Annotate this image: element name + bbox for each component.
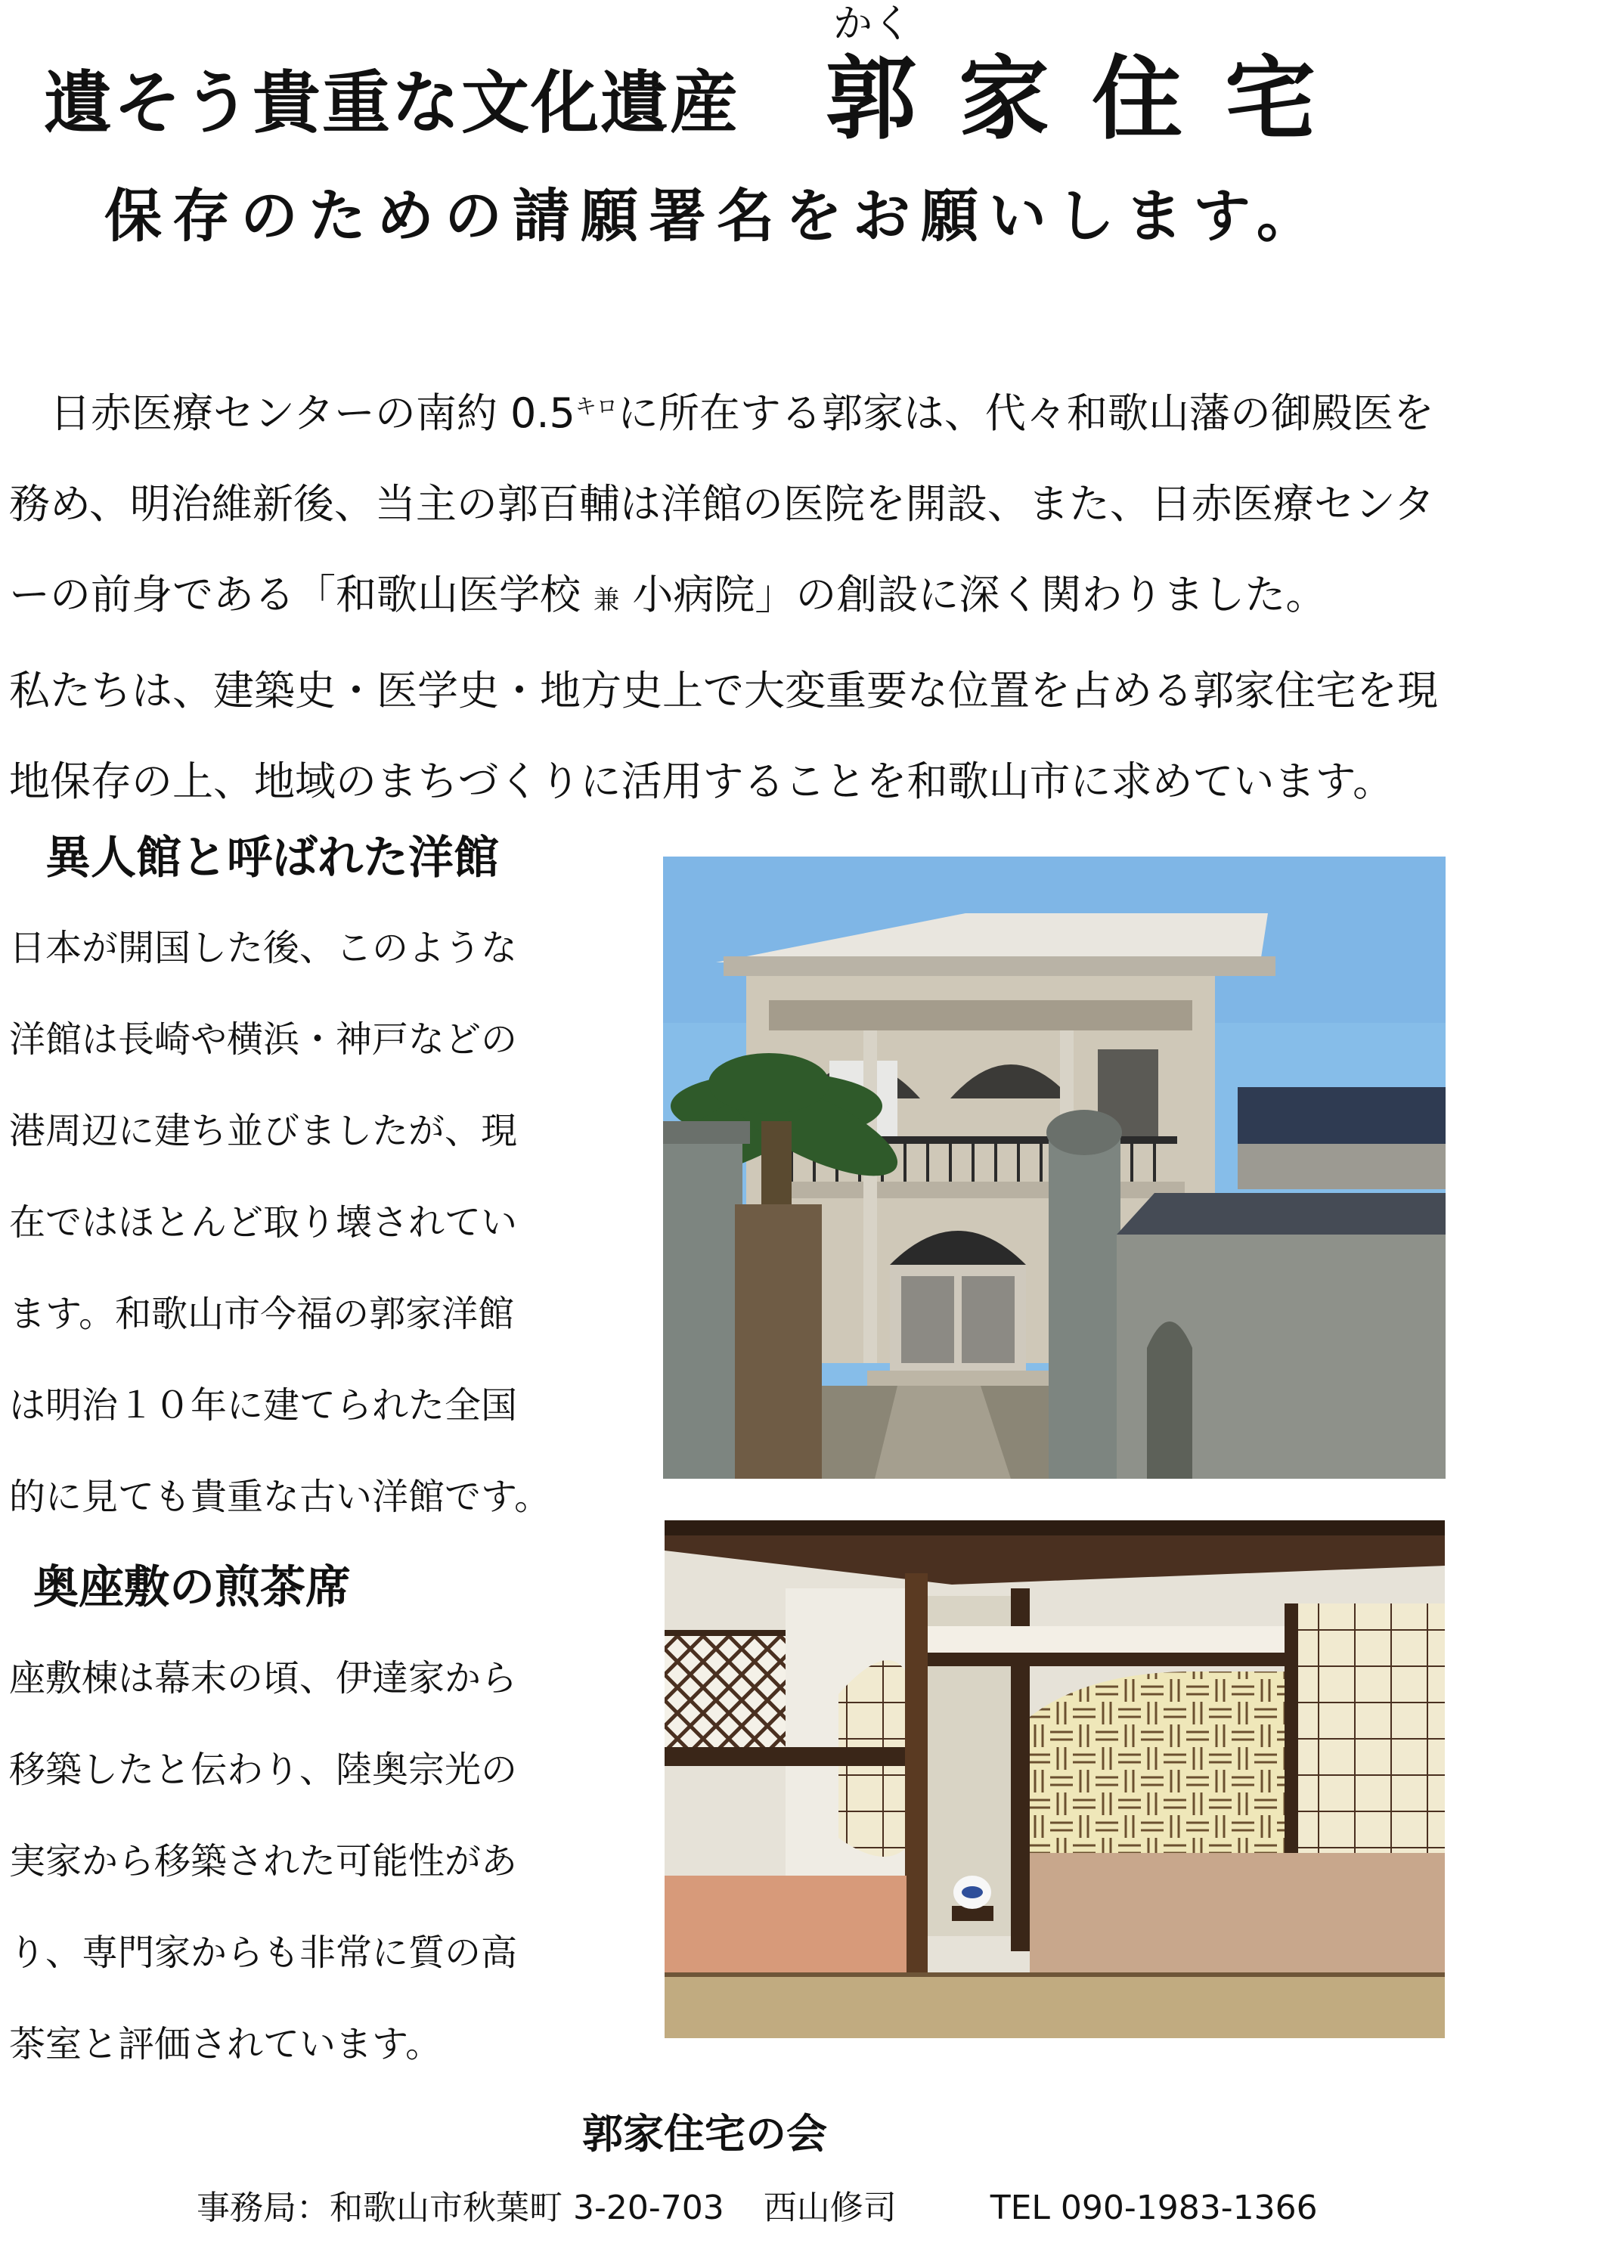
text-line: 座敷棟は幕末の頃、伊達家から	[9, 1657, 518, 1699]
intro-line-3a: ーの前身である「和歌山医学校	[9, 571, 581, 618]
intro-line-1	[9, 361, 1597, 459]
text-line: 港周辺に建ち並びましたが、現	[9, 1110, 518, 1152]
text-line: 洋館は長崎や横浜・神戸などの	[9, 1018, 518, 1061]
title-ruby: かく	[833, 2, 913, 47]
ken-mark: 兼	[594, 585, 620, 615]
subtitle: 保存のための請願署名をお願いします。	[104, 182, 1325, 249]
title-main: 遺そう貴重な文化遺産	[44, 64, 739, 143]
intro-line-5: 地保存の上、地域のまちづくりに活用することを和歌山市に求めています。	[9, 758, 1394, 805]
text-line: り、専門家からも非常に質の高	[9, 1932, 518, 1974]
text-line: ます。和歌山市今福の郭家洋館	[9, 1293, 515, 1335]
intro-line-3	[9, 550, 1597, 646]
section-heading-tea-room: 奥座敷の煎茶席	[33, 1561, 351, 1614]
tea-room-illustration	[665, 1520, 1445, 2038]
intro-line-3b: 小病院」の創設に深く関わりました。	[632, 571, 1327, 618]
text-line: 茶室と評価されています。	[9, 2023, 442, 2065]
text-line: 的に見ても貴重な古い洋館です。	[9, 1476, 551, 1518]
intro-line-1b: に所在する郭家は、代々和歌山藩の御殿医を	[617, 389, 1434, 437]
section-heading-western-house: 異人館と呼ばれた洋館	[45, 832, 499, 885]
section-text-western-house	[9, 903, 644, 1543]
text-line: 日本が開国した後、このような	[9, 927, 518, 969]
title-name: 郭家住宅	[826, 47, 1358, 152]
intro-line-4: 私たちは、建築史・医学史・地方史上で大変重要な位置を占める郭家住宅を現	[9, 667, 1438, 714]
intro-line-2: 務め、明治維新後、当主の郭百輔は洋館の医院を開設、また、日赤医療センタ	[9, 480, 1435, 528]
contact-person: 西山修司	[763, 2189, 897, 2227]
contact-info	[197, 2189, 1347, 2227]
intro-paragraph	[9, 361, 1597, 827]
section-text-tea-room	[9, 1633, 644, 2090]
organization-name: 郭家住宅の会	[582, 2110, 827, 2158]
text-line: 在ではほとんど取り壊されてい	[9, 1201, 518, 1244]
mansion-illustration	[663, 857, 1446, 1479]
phone-number: TEL 090-1983-1366	[990, 2189, 1318, 2227]
text-line: 実家から移築された可能性があ	[9, 1840, 518, 1882]
text-line: は明治１０年に建てられた全国	[9, 1384, 518, 1427]
photo-tea-room	[665, 1520, 1445, 2038]
text-line: 移築したと伝わり、陸奥宗光の	[9, 1749, 518, 1791]
office-address: 事務局：和歌山市秋葉町 3-20-703	[197, 2189, 724, 2227]
photo-western-mansion	[663, 857, 1446, 1479]
intro-line-1a: 日赤医療センターの南約 0.5	[50, 389, 575, 437]
km-unit: キロ	[575, 394, 618, 419]
